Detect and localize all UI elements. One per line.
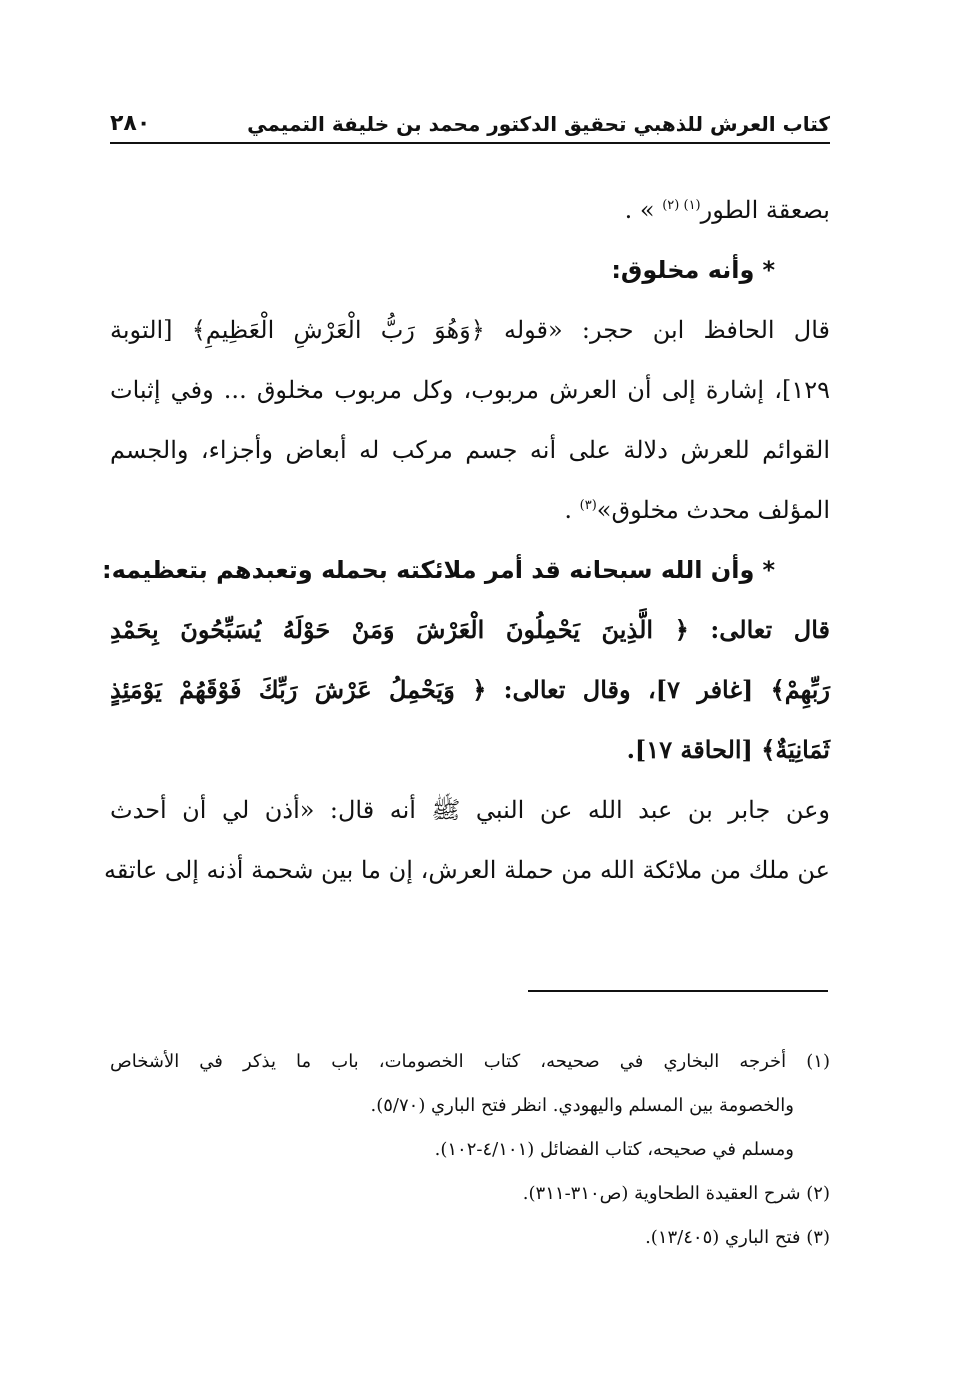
text-line-5 — [110, 480, 830, 540]
text-line-4: القوائم للعرش دلالة على أنه جسم مركب له أبعاض وأجزاء، والجسم — [110, 436, 830, 464]
page-number: ٢٨٠ — [110, 111, 151, 136]
section-heading-angels — [101, 540, 830, 600]
footnote-3: (٣) فتح الباري (١٣/٤٠٥). — [645, 1227, 830, 1248]
footnote-1-line-3: ومسلم في صحيحه، كتاب الفضائل (٤/١٠١-١٠٢). — [434, 1139, 794, 1160]
footnote-separator — [528, 990, 828, 992]
asterisk-marker: * — [762, 256, 775, 284]
footnote-1-line-2: والخصومة بين المسلم واليهودي. انظر فتح الباري (٥/٧٠). — [370, 1095, 794, 1116]
text-line-10: عن ملك من ملائكة الله من حملة العرش، إن ما بين شحمة أذنه إلى عاتقه — [103, 856, 830, 884]
section-heading-created — [110, 240, 830, 300]
header-title: كتاب العرش للذهبي تحقيق الدكتور محمد بن خليفة التميمي — [247, 112, 830, 136]
footnote-ref-1-2: (١) (٢) — [662, 198, 701, 213]
footnotes — [110, 1040, 830, 1260]
text-line-2: قال الحافظ ابن حجر: «قوله ﴿وَهُوَ رَبُّ الْعَرْشِ الْعَظِيمِ﴾ [التوبة — [110, 316, 830, 344]
heading-created-text: وأنه مخلوق: — [611, 256, 755, 284]
footnote-1-line-1: (١) أخرجه البخاري في صحيحه، كتاب الخصومات، باب ما يذكر في الأشخاص — [110, 1051, 830, 1072]
running-header — [110, 104, 830, 144]
text-line-6: قال تعالى: ﴿ الَّذِينَ يَحْمِلُونَ الْعَرْشَ وَمَنْ حَوْلَهُ يُسَبِّحُونَ بِحَمْدِ — [110, 615, 830, 644]
footnote-2: (٢) شرح العقيدة الطحاوية (ص٣١٠-٣١١). — [522, 1183, 830, 1204]
text-line-8: ثَمَانِيَةٌ﴾ [الحاقة ١٧]. — [626, 735, 830, 764]
line5-end: . — [564, 496, 573, 524]
line5-text: المؤلف محدث مخلوق» — [596, 496, 830, 524]
heading-angels-text: وأن الله سبحانه قد أمر ملائكته بحمله وتعبدهم بتعظيمه: — [101, 556, 755, 584]
asterisk-marker: * — [762, 556, 775, 584]
line1-text: بصعقة الطور — [700, 196, 830, 224]
text-line-1 — [110, 180, 830, 240]
text-line-3: ١٢٩]، إشارة إلى أن العرش مربوب، وكل مربوب مخلوق ... وفي إثبات — [110, 376, 830, 404]
text-line-9: وعن جابر بن عبد الله عن النبي ﷺ أنه قال: «أذن لي أن أحدث — [110, 796, 830, 824]
footnote-ref-3: (٣) — [579, 498, 597, 513]
line1-end: » . — [624, 196, 655, 224]
text-line-7: رَبِّهِمْ﴾ [غافر ٧]، وقال تعالى: ﴿ وَيَحْمِلُ عَرْشَ رَبِّكَ فَوْقَهُمْ يَوْمَئِذٍ — [110, 675, 831, 704]
main-text — [101, 180, 831, 900]
